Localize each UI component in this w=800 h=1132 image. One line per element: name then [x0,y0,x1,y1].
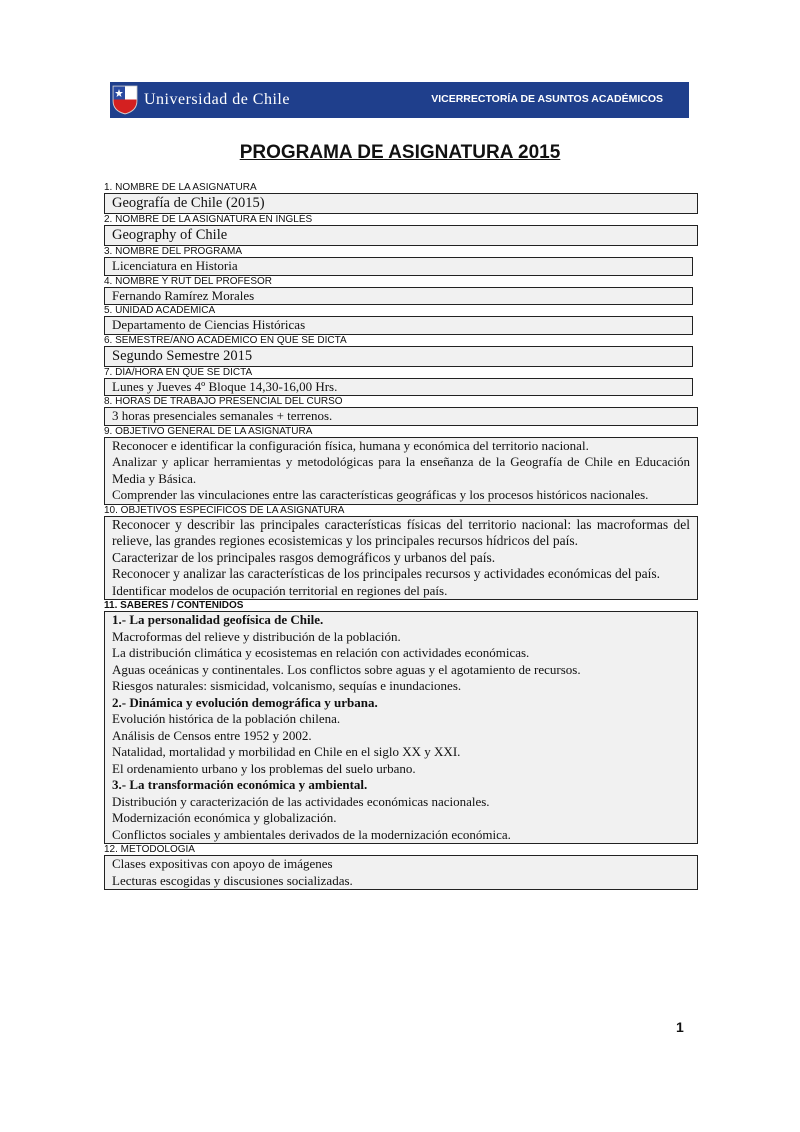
course-form [104,182,698,890]
section-3-value: Licenciatura en Historia [104,257,693,276]
section-4-label: 4. NOMBRE Y RUT DEL PROFESOR [104,275,273,287]
section-1-label: 1. NOMBRE DE LA ASIGNATURA [104,182,257,193]
objective-line: Analizar y aplicar herramientas y metodológicas para la enseñanza de la Geografía de Chile en Educación Media y Básica. [112,454,690,486]
document-title: PROGRAMA DE ASIGNATURA 2015 [239,142,561,163]
content-unit-heading: 3.- La transformación económica y ambiental. [112,777,368,792]
content-unit-heading: 1.- La personalidad geofísica de Chile. [112,612,324,627]
section-7-label: 7. DÍA/HORA EN QUE SE DICTA [104,366,253,378]
section-4-value: Fernando Ramírez Morales [104,287,693,306]
section-10-label: 10. OBJETIVOS ESPECIFICOS DE LA ASIGNATURA [104,504,345,516]
methodology-line: Lecturas escogidas y discusiones socializadas. [112,872,353,888]
vicerrectoria-name: VICERRECTORÍA DE ASUNTOS ACADÉMICOS [431,93,663,105]
specific-objective-line: Identificar modelos de ocupación territorial en regiones del país. [112,582,448,598]
section-2-value: Geography of Chile [104,225,698,246]
university-crest-icon [112,85,138,115]
specific-objective-line: Reconocer y describir las principales características físicas del territorio nacional: las macroformas del relieve, las grandes regiones ecosistemicas y los principales recursos hídricos del país. [112,516,690,548]
section-11-label: 11. SABERES / CONTENIDOS [104,600,244,611]
content-line: Riesgos naturales: sismicidad, volcanismo, sequías e inundaciones. [112,678,462,693]
section-6-value: Segundo Semestre 2015 [104,346,693,367]
content-line: Natalidad, mortalidad y morbilidad en Chile en el siglo XX y XXI. [112,744,461,759]
section-6-label: 6. SEMESTRE/AÑO ACADÉMICO EN QUE SE DICTA [104,334,347,346]
content-line: Evolución histórica de la población chilena. [112,711,341,726]
section-2-label: 2. NOMBRE DE LA ASIGNATURA EN INGLÉS [104,214,313,225]
content-line: El ordenamiento urbano y los problemas del suelo urbano. [112,760,416,776]
section-1-value: Geografía de Chile (2015) [104,193,698,214]
section-11-box [104,611,698,844]
specific-objective-line: Reconocer y analizar las características de los principales recursos y actividades económicas del país. [112,566,661,581]
specific-objective-line: Caracterizar de los principales rasgos demográficos y urbanos del país. [112,549,496,565]
content-unit-heading: 2.- Dinámica y evolución demográfica y urbana. [112,694,378,710]
section-5-value: Departamento de Ciencias Históricas [104,316,693,335]
header-banner [110,82,689,118]
section-12-label: 12. METODOLOGIA [104,844,195,855]
section-8-label: 8. HORAS DE TRABAJO PRESENCIAL DEL CURSO [104,396,343,407]
section-12-box [104,855,698,890]
section-9-box [104,437,698,505]
section-8-value: 3 horas presenciales semanales + terrenos. [104,407,698,426]
content-line: Modernización económica y globalización. [112,810,337,825]
section-5-label: 5. UNIDAD ACADÉMICA [104,305,216,316]
content-line: La distribución climática y ecosistemas en relación con actividades económicas. [112,645,530,660]
content-line: Aguas oceánicas y continentales. Los conflictos sobre aguas y el agotamiento de recursos. [112,661,581,677]
section-9-label: 9. OBJETIVO GENERAL DE LA ASIGNATURA [104,425,313,437]
content-line: Macroformas del relieve y distribución de la población. [112,628,401,644]
university-name: Universidad de Chile [144,91,290,108]
objective-line: Reconocer e identificar la configuración física, humana y económica del territorio nacional. [112,437,589,453]
objective-line: Comprender las vinculaciones entre las características geográficas y los procesos históricos nacionales. [112,487,649,502]
content-line: Conflictos sociales y ambientales derivados de la modernización económica. [112,826,511,842]
methodology-line: Clases expositivas con apoyo de imágenes [112,856,333,871]
page-number: 1 [676,1019,684,1035]
section-10-box [104,516,698,601]
section-3-label: 3. NOMBRE DEL PROGRAMA [104,246,242,257]
section-7-value: Lunes y Jueves 4º Bloque 14,30-16,00 Hrs. [104,378,693,397]
content-line: Análisis de Censos entre 1952 y 2002. [112,727,312,743]
content-line: Distribución y caracterización de las actividades económicas nacionales. [112,793,490,809]
